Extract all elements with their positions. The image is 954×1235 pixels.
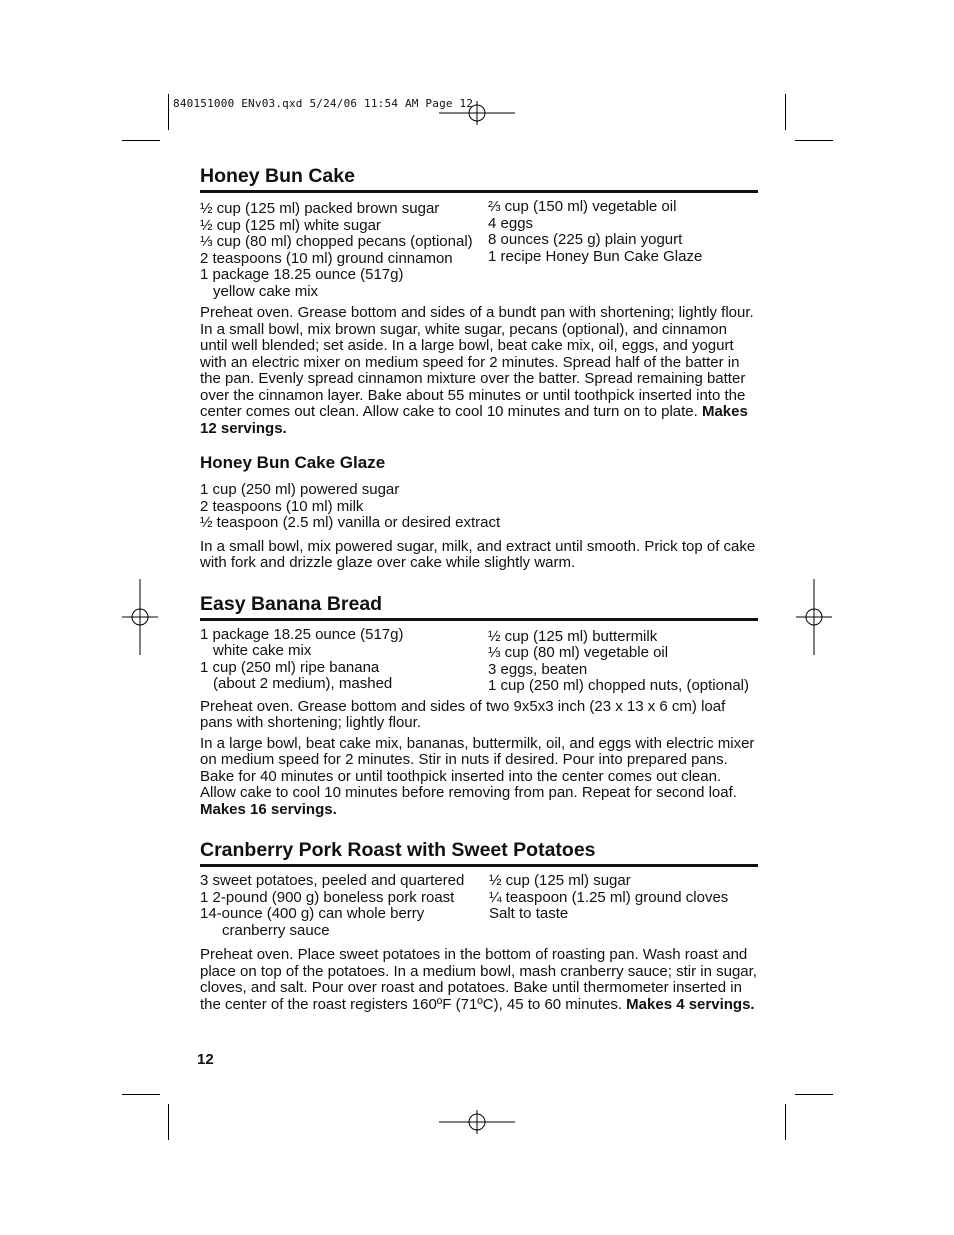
ingredients-right bbox=[489, 873, 758, 939]
registration-mark-right-icon bbox=[794, 577, 834, 657]
ingredient-columns bbox=[200, 627, 758, 695]
page-content bbox=[200, 164, 758, 1013]
crop-mark-bottom-left-vertical bbox=[168, 1104, 169, 1140]
ingredient: ½ cup (125 ml) white sugar bbox=[200, 216, 381, 234]
recipe-directions bbox=[200, 736, 758, 819]
ingredient: 1 cup (250 ml) powered sugar bbox=[200, 481, 400, 498]
ingredient: 3 sweet potatoes, peeled and quartered bbox=[200, 872, 465, 889]
ingredients-left bbox=[200, 873, 489, 939]
ingredient: 8 ounces (225 g) plain yogurt bbox=[488, 231, 683, 248]
ingredients-left bbox=[200, 627, 488, 695]
ingredient: ½ cup (125 ml) sugar bbox=[489, 872, 631, 889]
recipe-title: Honey Bun Cake bbox=[200, 164, 758, 193]
directions-text: Preheat oven. Place sweet potatoes in the bottom of roasting pan. Wash roast and place on top of the potatoes. In a medium bowl, mash cranberry sauce; stir in sugar, cloves, and salt. Pour over roast and potatoes. Bake until thermometer inserted in the center of the roast registers 160ºF (71ºC), 45 to 60 minutes. bbox=[200, 946, 757, 1013]
ingredient-continued: yellow cake mix bbox=[213, 282, 319, 300]
crop-mark-bottom-left-horizontal bbox=[122, 1094, 160, 1095]
directions-text: In a large bowl, beat cake mix, bananas, buttermilk, oil, and eggs with electric mixer on medium speed for 2 minutes. Stir in nuts if desired. Pour into prepared pans. Bake for 40 minutes or until toothpick inserted into the center comes out clean. Allow cake to cool 10 minutes before removing from pan. Repeat for second loaf. bbox=[200, 734, 755, 801]
ingredient-continued: (about 2 medium), mashed bbox=[213, 675, 393, 692]
ingredient: 4 eggs bbox=[488, 214, 534, 232]
ingredient: 14-ounce (400 g) can whole berry bbox=[200, 905, 425, 922]
ingredient: 1 cup (250 ml) chopped nuts, (optional) bbox=[488, 677, 749, 694]
recipe-directions bbox=[200, 305, 758, 437]
ingredient: 1 cup (250 ml) ripe banana bbox=[200, 658, 380, 676]
recipe-yield: Makes 4 servings. bbox=[626, 995, 755, 1013]
recipe-honey-bun-cake bbox=[200, 164, 758, 437]
ingredient: ¼ teaspoon (1.25 ml) ground cloves bbox=[489, 888, 729, 906]
ingredient-columns bbox=[200, 199, 758, 300]
recipe-easy-banana-bread bbox=[200, 592, 758, 819]
registration-mark-left-icon bbox=[120, 577, 160, 657]
ingredient: ½ cup (125 ml) buttermilk bbox=[488, 627, 658, 645]
crop-mark-top-right-vertical bbox=[785, 94, 786, 130]
registration-mark-bottom-icon bbox=[437, 1102, 517, 1142]
ingredient: ⅔ cup (150 ml) vegetable oil bbox=[488, 198, 677, 215]
ingredient: ½ teaspoon (2.5 ml) vanilla or desired extract bbox=[200, 514, 501, 531]
crop-mark-bottom-right-horizontal bbox=[795, 1094, 833, 1095]
ingredient: Salt to taste bbox=[489, 905, 569, 922]
ingredient: 1 package 18.25 ounce (517g) bbox=[200, 266, 404, 283]
ingredient: 2 teaspoons (10 ml) ground cinnamon bbox=[200, 249, 453, 267]
recipe-yield: Makes 16 servings. bbox=[200, 800, 337, 818]
recipe-honey-bun-cake-glaze bbox=[200, 453, 758, 572]
ingredient: 1 package 18.25 ounce (517g) bbox=[200, 625, 404, 643]
crop-mark-bottom-right-vertical bbox=[785, 1104, 786, 1140]
recipe-yield: Makes 12 servings. bbox=[200, 403, 748, 437]
recipe-directions: In a small bowl, mix powered sugar, milk, and extract until smooth. Prick top of cake with fork and drizzle glaze over cake while slightly warm. bbox=[200, 537, 756, 571]
ingredient: ⅓ cup (80 ml) vegetable oil bbox=[488, 644, 669, 661]
ingredient: ⅓ cup (80 ml) chopped pecans (optional) bbox=[200, 233, 473, 250]
recipe-cranberry-pork-roast bbox=[200, 838, 758, 1013]
ingredient-continued: cranberry sauce bbox=[222, 921, 330, 939]
ingredients-right bbox=[488, 627, 758, 695]
crop-mark-top-left-horizontal bbox=[122, 140, 160, 141]
recipe-directions-prep: Preheat oven. Grease bottom and sides of two 9x5x3 inch (23 x 13 x 6 cm) loaf pans with shortening; lightly flour. bbox=[200, 697, 726, 731]
crop-mark-top-left-vertical bbox=[168, 94, 169, 130]
recipe-title: Cranberry Pork Roast with Sweet Potatoes bbox=[200, 838, 758, 867]
ingredients-left bbox=[200, 199, 488, 300]
crop-mark-top-right-horizontal bbox=[795, 140, 833, 141]
ingredient: 1 recipe Honey Bun Cake Glaze bbox=[488, 247, 703, 265]
ingredient: 2 teaspoons (10 ml) milk bbox=[200, 497, 364, 515]
recipe-subtitle: Honey Bun Cake Glaze bbox=[200, 453, 386, 472]
directions-text: Preheat oven. Grease bottom and sides of a bundt pan with shortening; lightly flour. In a small bowl, mix brown sugar, white sugar, pecans (optional), and cinnamon until well blended; set aside. In a large bowl, beat cake mix, oil, eggs, and yogurt with an electric mixer on medium speed for 2 minutes. Spread half of the batter in the pan. Evenly spread cinnamon mixture over the batter. Spread remaining batter over the cinnamon layer. Bake about 55 minutes or until toothpick inserted into the center comes out clean. Allow cake to cool 10 minutes and turn on to plate. bbox=[200, 304, 754, 420]
ingredient-list bbox=[200, 482, 758, 532]
recipe-directions bbox=[200, 947, 758, 1013]
ingredient-continued: white cake mix bbox=[213, 642, 312, 659]
registration-mark-top-icon bbox=[437, 93, 517, 133]
ingredients-right bbox=[488, 199, 758, 300]
ingredient: 3 eggs, beaten bbox=[488, 660, 588, 678]
ingredient: 1 2-pound (900 g) boneless pork roast bbox=[200, 888, 455, 906]
ingredient: ½ cup (125 ml) packed brown sugar bbox=[200, 200, 440, 217]
print-slug: 840151000 ENv03.qxd 5/24/06 11:54 AM Page 12 bbox=[173, 97, 474, 110]
page-number: 12 bbox=[197, 1051, 214, 1068]
ingredient-columns bbox=[200, 873, 758, 939]
recipe-title: Easy Banana Bread bbox=[200, 592, 758, 621]
